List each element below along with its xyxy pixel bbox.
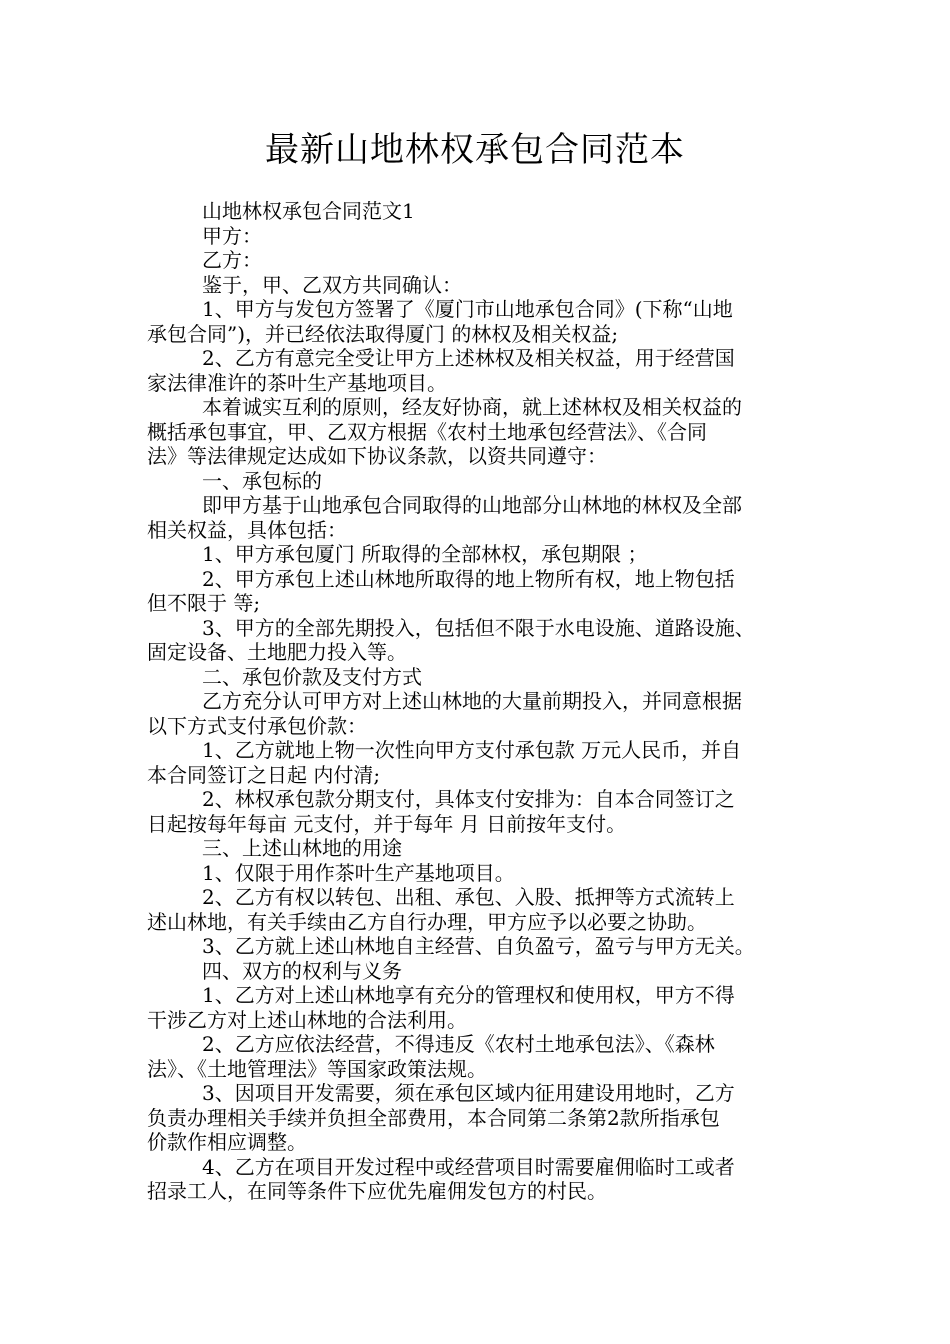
text-line: 即甲方基于山地承包合同取得的山地部分山林地的林权及全部 (202, 493, 742, 517)
text-line: 相关权益，具体包括： (147, 517, 347, 542)
text-line: 乙方充分认可甲方对上述山林地的大量前期投入，并同意根据 (202, 689, 742, 713)
text-line: 2、乙方应依法经营，不得违反《农村土地承包法》、《森林 (202, 1032, 715, 1056)
text-line: 负责办理相关手续并负担全部费用，本合同第二条第2款所指承包 (147, 1105, 720, 1130)
text-line: 法》等法律规定达成如下协议条款，以资共同遵守： (147, 444, 607, 468)
text-line: 四、双方的权利与义务 (202, 958, 402, 983)
text-line: 4、乙方在项目开发过程中或经营项目时需要雇佣临时工或者 (202, 1154, 735, 1179)
text-line: 概括承包事宜，甲、乙双方根据《农村土地承包经营法》、《合同 (147, 419, 707, 444)
text-line: 1、仅限于用作茶叶生产基地项目。 (202, 860, 515, 885)
text-line: 述山林地，有关手续由乙方自行办理，甲方应予以必要之协助。 (147, 909, 707, 934)
document-body (147, 199, 807, 1204)
text-line: 固定设备、土地肥力投入等。 (147, 640, 407, 664)
text-line: 本着诚实互利的原则，经友好协商，就上述林权及相关权益的 (202, 395, 742, 419)
text-line: 2、乙方有意完全受让甲方上述林权及相关权益，用于经营国 (202, 346, 735, 370)
text-line: 一、承包标的 (202, 468, 322, 493)
text-line: 干涉乙方对上述山林地的合法利用。 (147, 1007, 467, 1032)
text-line: 法》、《土地管理法》等国家政策法规。 (147, 1056, 487, 1081)
text-line: 1、乙方对上述山林地享有充分的管理权和使用权，甲方不得 (202, 983, 735, 1007)
text-line: 山地林权承包合同范文1 (202, 199, 415, 223)
text-line: 但不限于 等; (147, 591, 261, 615)
text-line: 3、因项目开发需要，须在承包区域内征用建设用地时，乙方 (202, 1081, 735, 1105)
text-line: 二、承包价款及支付方式 (202, 664, 422, 689)
text-line: 3、乙方就上述山林地自主经营、自负盈亏，盈亏与甲方无关。 (202, 934, 755, 958)
document-title: 最新山地林权承包合同范本 (265, 130, 685, 170)
text-line: 甲方： (202, 223, 262, 248)
text-line: 价款作相应调整。 (147, 1130, 307, 1154)
text-line: 2、林权承包款分期支付，具体支付安排为：自本合同签订之 (202, 787, 735, 811)
text-line: 3、甲方的全部先期投入，包括但不限于水电设施、道路设施、 (202, 615, 755, 640)
text-line: 1、乙方就地上物一次性向甲方支付承包款 万元人民币，并自 (202, 738, 742, 762)
text-line: 2、乙方有权以转包、出租、承包、入股、抵押等方式流转上 (202, 885, 735, 909)
text-line: 招录工人，在同等条件下应优先雇佣发包方的村民。 (147, 1179, 607, 1203)
text-line: 乙方： (202, 248, 262, 272)
text-line: 以下方式支付承包价款： (147, 713, 367, 738)
text-line: 承包合同”)，并已经依法取得厦门 的林权及相关权益; (147, 321, 619, 346)
text-line: 2、甲方承包上述山林地所取得的地上物所有权，地上物包括 (202, 566, 735, 591)
text-line: 日起按每年每亩 元支付，并于每年 月 日前按年支付。 (147, 811, 627, 836)
text-line: 1、甲方承包厦门 所取得的全部林权，承包期限 ； (202, 542, 648, 566)
text-line: 本合同签订之日起 内付清; (147, 762, 381, 787)
text-line: 1、甲方与发包方签署了《厦门市山地承包合同》(下称“山地 (202, 297, 733, 321)
text-line: 三、上述山林地的用途 (202, 836, 402, 860)
text-line: 家法律准许的茶叶生产基地项目。 (147, 370, 447, 395)
text-line: 鉴于，甲、乙双方共同确认： (202, 272, 462, 297)
